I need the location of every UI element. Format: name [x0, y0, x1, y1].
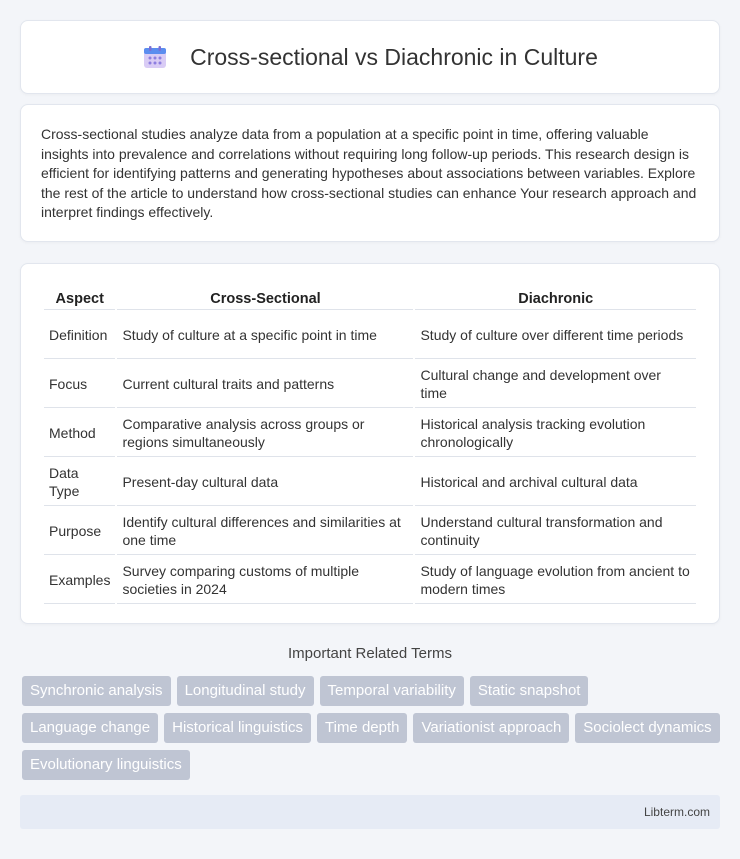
table-row [44, 459, 696, 506]
related-term-tag[interactable]: Variationist approach [413, 713, 569, 743]
related-term-tag[interactable]: Evolutionary linguistics [22, 750, 190, 780]
intro-card [20, 104, 720, 242]
diachronic-cell: Study of culture over different time periods [415, 312, 696, 359]
cross-sectional-cell: Present-day cultural data [117, 459, 413, 506]
header-aspect: Aspect [44, 286, 115, 310]
cross-sectional-cell: Identify cultural differences and similarities at one time [117, 508, 413, 555]
table-row [44, 557, 696, 604]
header-diachronic: Diachronic [415, 286, 696, 310]
related-term-tag[interactable]: Synchronic analysis [22, 676, 171, 706]
table-row [44, 312, 696, 359]
related-term-tag[interactable]: Temporal variability [320, 676, 464, 706]
comparison-table [42, 284, 698, 606]
footer-site-link[interactable]: Libterm.com [643, 805, 710, 819]
aspect-cell: Examples [44, 557, 115, 604]
table-header-row [44, 286, 696, 310]
cross-sectional-cell: Survey comparing customs of multiple societies in 2024 [117, 557, 413, 604]
related-term-tag[interactable]: Language change [22, 713, 158, 743]
related-term-tag[interactable]: Static snapshot [470, 676, 589, 706]
cross-sectional-cell: Study of culture at a specific point in time [117, 312, 413, 359]
related-term-tag[interactable]: Sociolect dynamics [575, 713, 719, 743]
title-card [20, 20, 720, 94]
cross-sectional-cell: Comparative analysis across groups or regions simultaneously [117, 410, 413, 457]
footer [20, 795, 720, 829]
header-cross-sectional: Cross-Sectional [117, 286, 413, 310]
aspect-cell: Definition [44, 312, 115, 359]
table-row [44, 508, 696, 555]
diachronic-cell: Historical analysis tracking evolution chronologically [415, 410, 696, 457]
aspect-cell: Focus [44, 361, 115, 408]
related-terms-list [22, 676, 722, 780]
related-term-tag[interactable]: Time depth [317, 713, 407, 743]
related-term-tag[interactable]: Historical linguistics [164, 713, 311, 743]
aspect-cell: Method [44, 410, 115, 457]
diachronic-cell: Cultural change and development over time [415, 361, 696, 408]
table-row [44, 361, 696, 408]
cross-sectional-cell: Current cultural traits and patterns [117, 361, 413, 408]
aspect-cell: Purpose [44, 508, 115, 555]
related-term-tag[interactable]: Longitudinal study [177, 676, 314, 706]
diachronic-cell: Understand cultural transformation and continuity [415, 508, 696, 555]
table-row [44, 410, 696, 457]
diachronic-cell: Study of language evolution from ancient to modern times [415, 557, 696, 604]
page-title: Cross-sectional vs Diachronic in Culture [190, 43, 598, 70]
related-terms-heading: Important Related Terms [288, 645, 452, 662]
aspect-cell: Data Type [44, 459, 115, 506]
calendar-icon [142, 44, 168, 70]
diachronic-cell: Historical and archival cultural data [415, 459, 696, 506]
intro-text: Cross-sectional studies analyze data from a population at a specific point in time, offering valuable insights into prevalence and correlations without requiring long follow-up periods. This research design is efficient for identifying patterns and generating hypotheses about associations between variables. Explore the rest of the article to understand how cross-sectional studies can enhance Your research approach and interpret findings effectively. [41, 126, 697, 220]
comparison-card [20, 263, 720, 624]
